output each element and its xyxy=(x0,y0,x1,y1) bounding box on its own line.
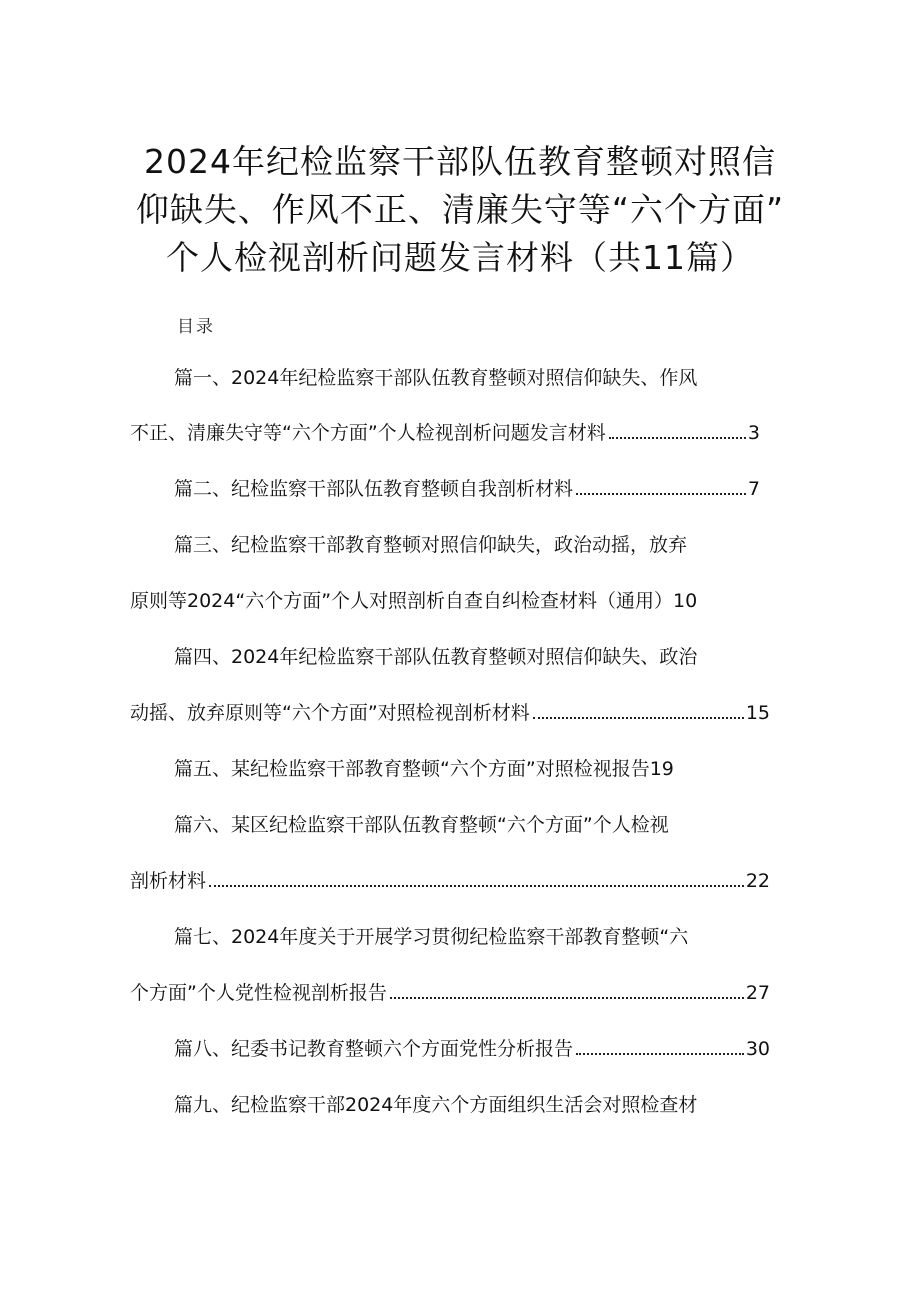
toc-entry-8-page: 30 xyxy=(745,1038,770,1060)
toc-entry-1-text: 不正、清廉失守等“六个方面”个人检视剖析问题发言材料 xyxy=(130,422,606,444)
toc-entry-6-leader xyxy=(209,884,744,887)
toc-entry-4-line-1: 篇四、2024年纪检监察干部队伍教育整顿对照信仰缺失、政治 xyxy=(174,646,698,668)
toc-entry-6-line-2 xyxy=(130,869,770,893)
toc-entry-6-page: 22 xyxy=(745,870,770,892)
toc-entry-4-page: 15 xyxy=(745,702,770,724)
toc-entry-5: 篇五、某纪检监察干部教育整顿“六个方面”对照检视报告19 xyxy=(174,758,674,780)
toc-entry-1-line-2 xyxy=(130,421,760,445)
toc-entry-9-line-1: 篇九、纪检监察干部2024年度六个方面组织生活会对照检查材 xyxy=(174,1094,698,1116)
toc-entry-7-leader xyxy=(390,996,744,999)
toc-entry-3-line-2: 原则等2024“六个方面”个人对照剖析自查自纠检查材料（通用）10 xyxy=(130,590,698,612)
toc-entry-1-page: 3 xyxy=(747,422,760,444)
toc-entry-2-leader xyxy=(576,492,746,495)
toc-entry-8 xyxy=(174,1037,770,1061)
toc-entry-6-text: 剖析材料 xyxy=(130,870,207,892)
toc-entry-7-page: 27 xyxy=(745,982,770,1004)
toc-heading: 目录 xyxy=(177,317,215,337)
toc-entry-6-line-1: 篇六、某区纪检监察干部队伍教育整顿“六个方面”个人检视 xyxy=(174,814,669,836)
document-title-line-2: 仰缺失、作风不正、清廉失守等“六个方面” xyxy=(135,190,785,229)
toc-entry-7-line-1: 篇七、2024年度关于开展学习贯彻纪检监察干部教育整顿“六 xyxy=(174,926,689,948)
toc-entry-7-text: 个方面”个人党性检视剖析报告 xyxy=(130,982,387,1004)
toc-entry-1-leader xyxy=(609,436,746,439)
toc-entry-2 xyxy=(174,477,760,501)
toc-entry-7-line-2 xyxy=(130,981,770,1005)
toc-entry-3-line-1: 篇三、纪检监察干部教育整顿对照信仰缺失，政治动摇，放弃 xyxy=(174,534,688,556)
document-title-line-1: 2024年纪检监察干部队伍教育整顿对照信 xyxy=(144,142,776,181)
toc-entry-4-text: 动摇、放弃原则等“六个方面”对照检视剖析材料 xyxy=(130,702,530,724)
toc-entry-2-page: 7 xyxy=(747,478,760,500)
toc-entry-1-line-1: 篇一、2024年纪检监察干部队伍教育整顿对照信仰缺失、作风 xyxy=(174,367,698,389)
toc-entry-4-line-2 xyxy=(130,701,770,725)
toc-entry-2-text: 篇二、纪检监察干部队伍教育整顿自我剖析材料 xyxy=(174,478,574,500)
document-title-line-3: 个人检视剖析问题发言材料（共11篇） xyxy=(166,238,754,277)
toc-entry-8-leader xyxy=(576,1052,744,1055)
toc-entry-8-text: 篇八、纪委书记教育整顿六个方面党性分析报告 xyxy=(174,1038,574,1060)
toc-entry-4-leader xyxy=(533,716,744,719)
